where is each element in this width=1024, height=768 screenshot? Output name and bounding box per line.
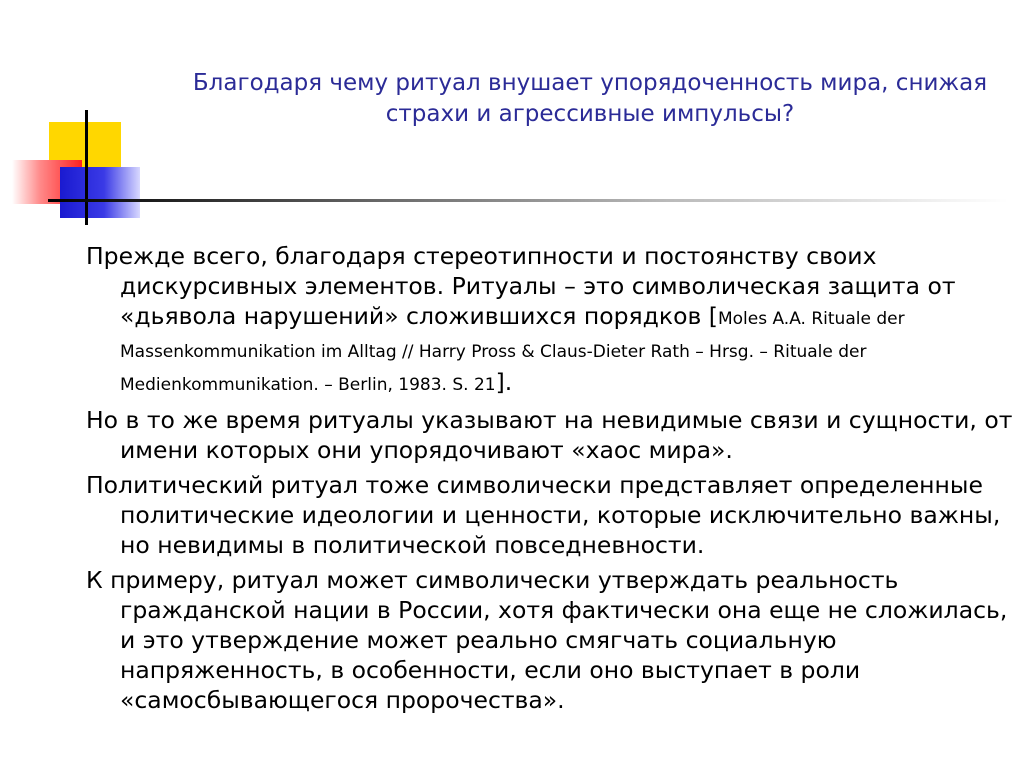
citation-text: Moles A.A. Rituale der Massenkommunikation im Alltag // Harry Pross & Claus-Dieter Rath – Hrsg. – Rituale der Medienkommunikation. – Berlin, 1983. S. 21 — [120, 309, 905, 395]
citation-close: ]. — [495, 368, 513, 396]
decorative-logo — [0, 0, 160, 240]
paragraph-3: Политический ритуал тоже символически представляет определенные политические идеологии и ценности, которые исключительно важны, но невидимы в политической повседневности. — [86, 471, 1001, 559]
paragraph-1 — [86, 241, 1014, 400]
paragraph-2: Но в то же время ритуалы указывают на невидимые связи и сущности, от имени которых они упорядочивают «хаос мира». — [86, 406, 1013, 464]
blue-gradient-shape — [60, 167, 140, 218]
slide-body — [86, 241, 1014, 720]
citation-open-bracket: [ — [708, 302, 718, 330]
paragraph-1-text: Прежде всего, благодаря стереотипности и постоянству своих дискурсивных элементов. Ритуалы – это символическая защита от «дьявола нарушений» сложившихся порядков — [86, 242, 956, 330]
slide-title: Благодаря чему ритуал внушает упорядоченность мира, снижая страхи и агрессивные импульсы? — [192, 70, 988, 127]
vertical-divider-line — [85, 110, 88, 225]
horizontal-divider-line — [48, 199, 1008, 202]
paragraph-4: К примеру, ритуал может символически утверждать реальность гражданской нации в России, хотя фактически она еще не сложилась, и это утверждение может реально смягчать социальную напряженность, в особенности, если оно выступает в роли «самосбывающегося пророчества». — [86, 566, 1008, 714]
